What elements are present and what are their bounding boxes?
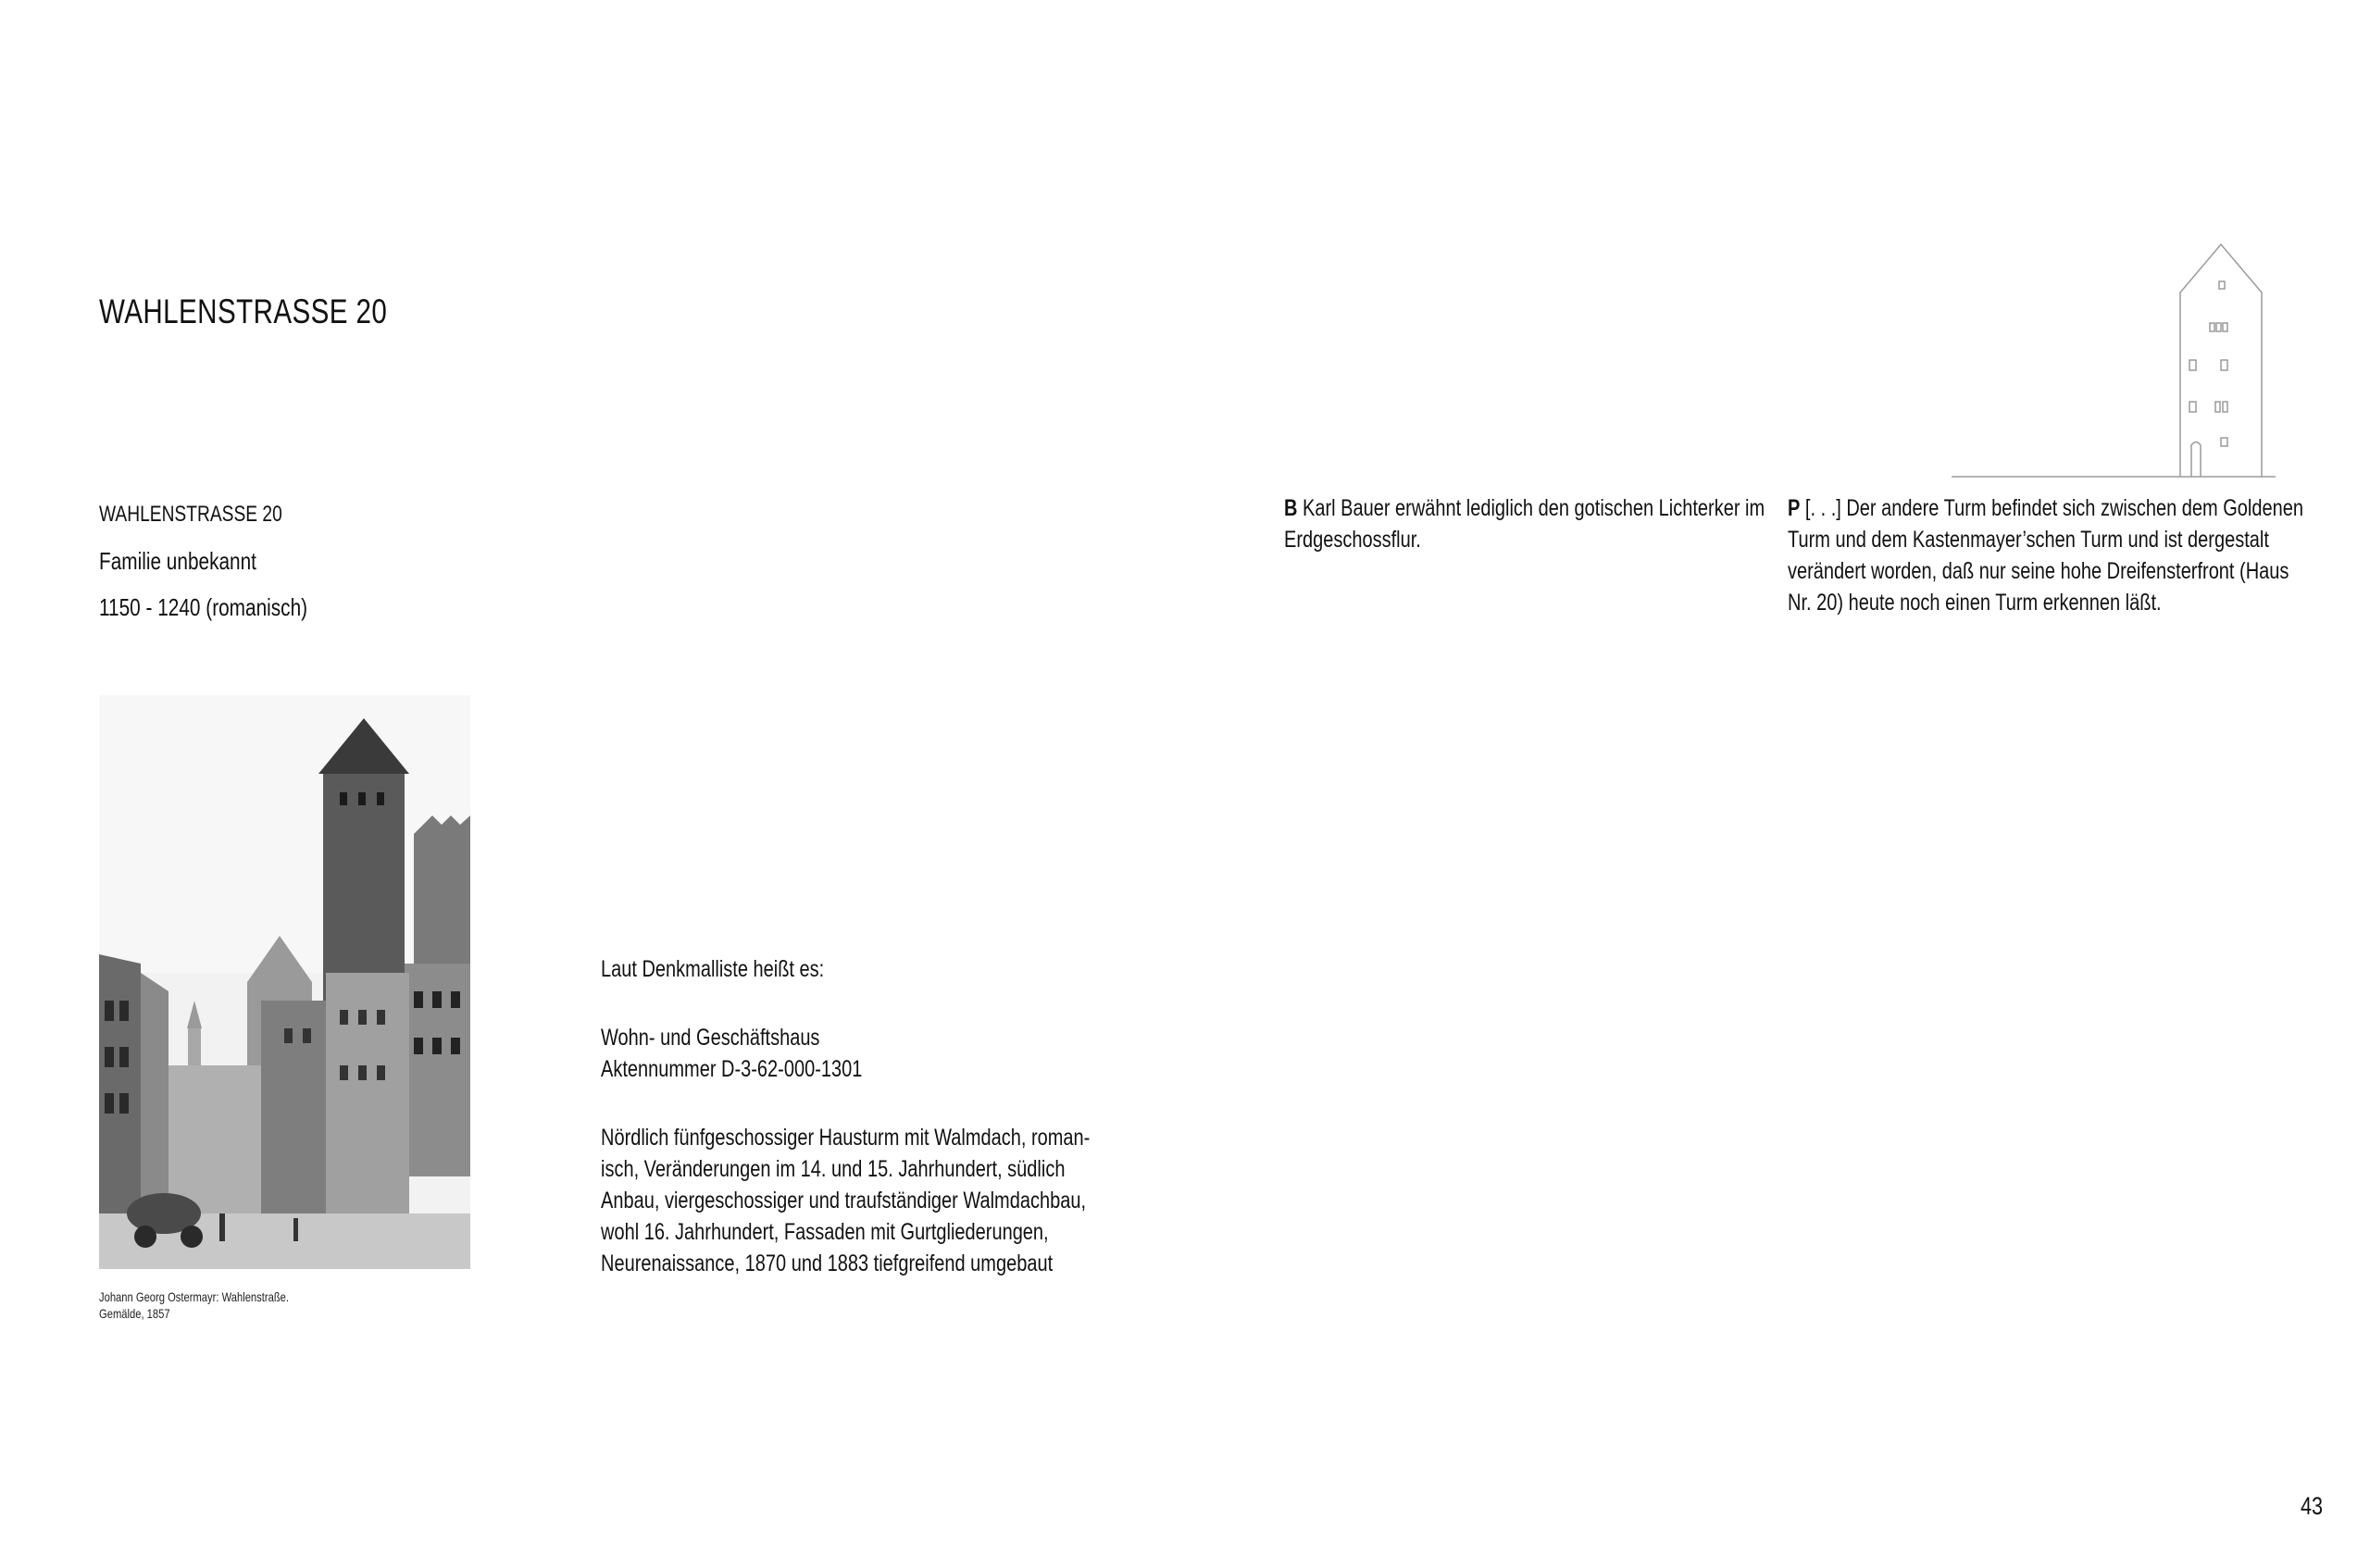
historic-painting-image	[99, 695, 470, 1269]
info-period: 1150 - 1240 (romanisch)	[99, 593, 308, 621]
note-b-line: Erdgeschossflur.	[1284, 527, 1421, 553]
denkmal-description-line: Anbau, viergeschossiger und traufständiger Walmdachbau,	[601, 1188, 1087, 1213]
note-p-line: Nr. 20) heute noch einen Turm erkennen läßt.	[1788, 590, 2162, 616]
note-b-line: Karl Bauer erwähnt lediglich den gotischen Lichterker im	[1297, 495, 1765, 521]
caption-line: Gemälde, 1857	[99, 1306, 170, 1321]
denkmal-description-line: Nördlich fünfgeschossiger Hausturm mit Walmdach, roman-	[601, 1125, 1091, 1151]
denkmal-type: Wohn- und Geschäftshaus	[601, 1025, 820, 1051]
note-p-quote	[1788, 492, 2370, 618]
page-title: WAHLENSTRASSE 20	[99, 292, 388, 330]
note-p-line: [. . .] Der andere Turm befindet sich zwischen dem Goldenen	[1800, 495, 2303, 521]
caption-line: Johann Georg Ostermayr: Wahlenstraße.	[99, 1289, 290, 1304]
info-heading: WAHLENSTRASSE 20	[99, 502, 282, 527]
building-info	[99, 499, 359, 638]
denkmal-intro: Laut Denkmalliste heißt es:	[601, 956, 825, 982]
denkmal-description-line: Neurenaissance, 1870 und 1883 tiefgreifend umgebaut	[601, 1251, 1054, 1276]
note-p-line: verändert worden, daß nur seine hohe Dreifensterfront (Haus	[1788, 558, 2289, 584]
note-letter-p: P	[1788, 495, 1801, 521]
denkmalliste-text	[601, 953, 1212, 1279]
image-caption	[99, 1288, 289, 1322]
denkmal-description-line: wohl 16. Jahrhundert, Fassaden mit Gurtgliederungen,	[601, 1219, 1049, 1245]
page-number: 43	[2301, 1492, 2324, 1520]
note-letter-b: B	[1284, 495, 1298, 521]
denkmal-description-line: isch, Veränderungen im 14. und 15. Jahrhundert, südlich	[601, 1156, 1066, 1182]
info-family: Familie unbekannt	[99, 547, 256, 575]
denkmal-file-number: Aktennummer D-3-62-000-1301	[601, 1056, 863, 1082]
facade-elevation-drawing	[1952, 239, 2276, 481]
note-p-line: Turm und dem Kastenmayer’schen Turm und ist dergestalt	[1788, 527, 2269, 553]
